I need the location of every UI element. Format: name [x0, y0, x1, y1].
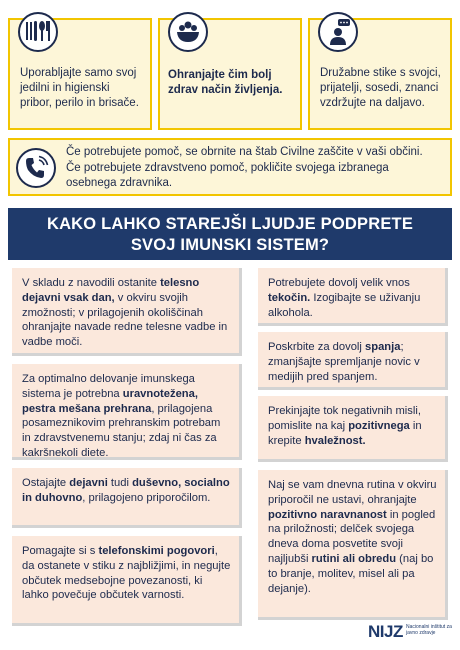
nijz-logo: [368, 622, 454, 644]
social-card: [308, 18, 452, 130]
top-cards: [8, 18, 452, 130]
lifestyle-text: Ohranjajte čim bolj zdrav način življenja.: [168, 69, 283, 96]
tip-fluids: Potrebujete dovolj velik vnos tekočin. Izogibajte se uživanju alkohola.: [258, 268, 448, 326]
banner-line-1: KAKO LAHKO STAREJŠI LJUDJE PODPRETE: [46, 215, 414, 233]
salad-bowl-icon: [168, 12, 208, 52]
lifestyle-card: [158, 18, 302, 130]
banner-line-2: SVOJ IMUNSKI SISTEM?: [130, 236, 330, 254]
tip-nutrition: Za optimalno delovanje imunskega sistema je potrebna uravnotežena, pestra mešana prehrana, prilagojena posameznikovim prehranskim potrebam in zdravstvenemu stanju; zdaj ni čas za kakršnekoli diete.: [12, 364, 242, 460]
logo-mark: NIJZ: [368, 622, 403, 641]
help-box: [8, 138, 452, 196]
tip-phone-calls: Pomagajte si s telefonskimi pogovori, da ostanete v stiku z najbližjimi, in negujte občutek medsebojne povezanosti, ki lahko povečuje občutek varnosti.: [12, 536, 242, 626]
tip-daily-routine: Naj se vam dnevna rutina v okviru priporočil ne ustavi, ohranjajte pozitivno naravnanost in pogled na priložnosti; delček svojega dneva doma posvetite svoji najljubši rutini ali obredu (naj bo to branje, molitev, misel ali pa dejanje).: [258, 470, 448, 620]
hygiene-card: [8, 18, 152, 130]
help-text: Če potrebujete pomoč, se obrnite na štab Civilne zaščite v vaši občini. Če potrebujete zdravstveno pomoč, pokličite svojega izbranega osebnega zdravnika.: [66, 146, 423, 189]
tip-physical-activity: V skladu z navodili ostanite telesno dejavni vsak dan, v okviru svojih zmožnosti; v prilagojenih okoliščinah ohranjajte navade redne telesne vadbe in vadbe moči.: [12, 268, 242, 356]
social-text: Družabne stike s svojci, prijatelji, sosedi, znanci vzdržujte na daljavo.: [320, 67, 441, 109]
tip-positivity: Prekinjajte tok negativnih misli, pomislite na kaj pozitivnega in krepite hvaležnost.: [258, 396, 448, 462]
tip-sleep: Poskrbite za dovolj spanja; zmanjšajte spremljanje novic v medijih pred spanjem.: [258, 332, 448, 390]
tip-mental-activity: Ostajajte dejavni tudi duševno, socialno in duhovno, prilagojeno priporočilom.: [12, 468, 242, 528]
logo-subtitle: Nacionalni inštitut za javno zdravje: [406, 624, 452, 636]
person-speech-icon: [318, 12, 358, 52]
hygiene-text: Uporabljajte samo svoj jedilni in higienski pribor, perilo in brisače.: [20, 67, 139, 109]
cutlery-icon: [18, 12, 58, 52]
phone-icon: [16, 148, 56, 188]
immune-banner: [8, 208, 452, 260]
